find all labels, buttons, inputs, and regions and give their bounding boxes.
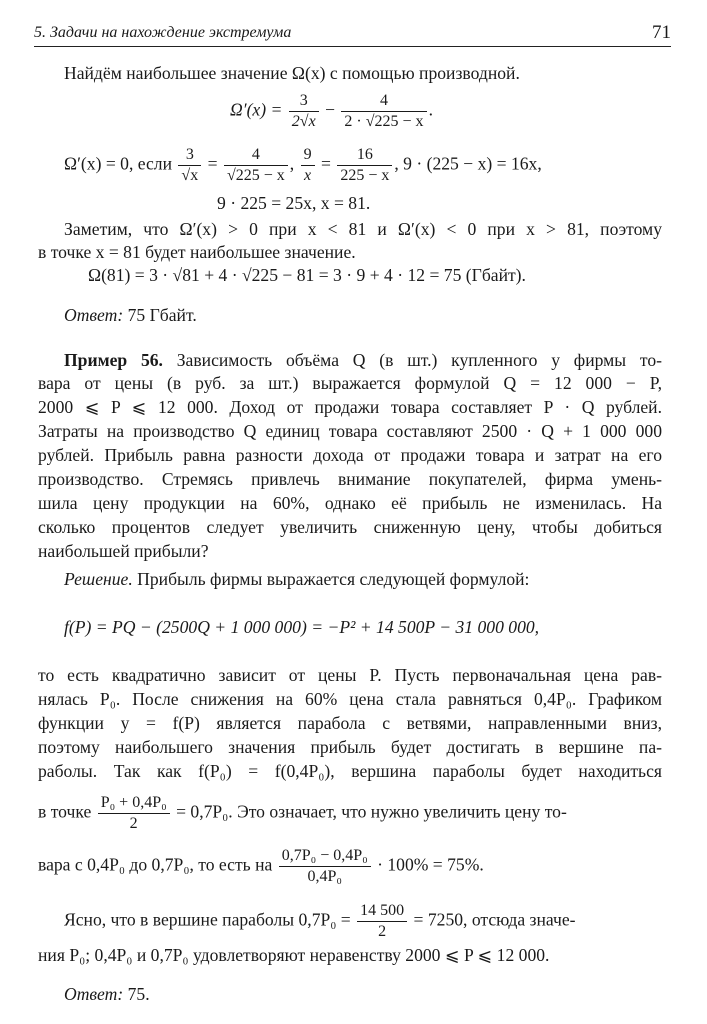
text-line: производство. Стремясь привлечь внимание покупателей, фирма умень- bbox=[38, 469, 662, 489]
vertex-value-line bbox=[64, 903, 576, 940]
numerator: 16 bbox=[356, 146, 373, 163]
fraction bbox=[289, 93, 319, 130]
page-number: 71 bbox=[652, 22, 671, 43]
eq-lhs: Ω′(x) = 0, если bbox=[64, 153, 173, 174]
text-segment: вара с 0,4P₀ до 0,7P₀, то есть на bbox=[38, 854, 273, 875]
chapter-title: 5. Задачи на нахождение экстремума bbox=[34, 24, 292, 41]
punct: . bbox=[428, 99, 433, 120]
answer-label: Ответ: bbox=[64, 305, 124, 325]
text-line: Найдём наибольшее значение Ω(x) с помощью производной. bbox=[64, 63, 520, 83]
equation-solution: 9 · 225 = 25x, x = 81. bbox=[217, 193, 371, 213]
denominator: x bbox=[301, 165, 315, 184]
numerator: 4 bbox=[379, 92, 388, 109]
denominator: 2 bbox=[98, 813, 170, 832]
numerator: 9 bbox=[303, 146, 312, 163]
text-line: ния P₀; 0,4P₀ и 0,7P₀ удовлетворяют неравенству 2000 ⩽ P ⩽ 12 000. bbox=[38, 945, 550, 965]
solution-label: Решение. bbox=[64, 569, 133, 589]
equation-zero bbox=[64, 147, 542, 184]
fraction bbox=[337, 147, 392, 184]
text-line: раболы. Так как f(P₀) = f(0,4P₀), вершина параболы будет находиться bbox=[38, 761, 662, 781]
eq-tail: , 9 · (225 − x) = 16x, bbox=[394, 153, 542, 174]
denominator: 2√x bbox=[289, 111, 319, 130]
denominator: √x bbox=[178, 165, 201, 184]
denominator: 225 − x bbox=[337, 165, 392, 184]
operator: − bbox=[325, 99, 336, 120]
text-line: нялась P₀. После снижения на 60% цена стала равняться 0,4P₀. Графиком bbox=[38, 689, 662, 709]
text-line: сколько процентов следует увеличить сниженную цену, чтобы добиться bbox=[38, 517, 662, 537]
page-header bbox=[34, 22, 671, 47]
text-segment: в точке bbox=[38, 801, 92, 822]
text-line: Затраты на производство Q единиц товара составляют 2500 · Q + 1 000 000 bbox=[38, 421, 662, 441]
equation-max-value: Ω(81) = 3 · √81 + 4 · √225 − 81 = 3 · 9 + 4 · 12 = 75 (Гбайт). bbox=[88, 265, 526, 285]
text-segment: · 100% = 75%. bbox=[377, 854, 484, 875]
example-label: Пример 56. bbox=[64, 350, 163, 370]
denominator: 2 · √225 − x bbox=[341, 111, 426, 130]
punct: , bbox=[289, 153, 295, 174]
text-line: рублей. Прибыль равна разности дохода от продажи товара и затрат на его bbox=[38, 445, 662, 465]
text-line: вара от цены (в руб. за шт.) выражается формулой Q = 12 000 − P, bbox=[38, 373, 662, 393]
solution-text: Прибыль фирмы выражается следующей формулой: bbox=[137, 569, 530, 589]
text-line: поэтому наибольшего значения прибыль будет достигать в вершине па- bbox=[38, 737, 662, 757]
answer-value: 75. bbox=[127, 984, 150, 1004]
text-line: шила цену продукции на 60%, однако её прибыль не изменилась. На bbox=[38, 493, 662, 513]
fraction bbox=[357, 903, 407, 940]
text-line: функции y = f(P) является парабола с ветвями, направленными вниз, bbox=[38, 713, 662, 733]
text-segment: = 7250, отсюда значе- bbox=[413, 909, 576, 930]
fraction bbox=[98, 795, 170, 832]
fraction bbox=[341, 93, 426, 130]
text-line: Заметим, что Ω′(x) > 0 при x < 81 и Ω′(x) < 0 при x > 81, поэтому bbox=[64, 219, 662, 239]
example-text: Зависимость объёма Q (в шт.) купленного у фирмы то- bbox=[176, 350, 662, 370]
text-segment: Ясно, что в вершине параболы 0,7P₀ = bbox=[64, 909, 351, 930]
answer-value: 75 Гбайт. bbox=[127, 305, 197, 325]
operator: = bbox=[207, 153, 218, 174]
solution-first-line bbox=[64, 568, 662, 590]
text-line: 2000 ⩽ P ⩽ 12 000. Доход от продажи товара составляет P · Q рублей. bbox=[38, 397, 662, 417]
numerator: 3 bbox=[299, 92, 308, 109]
eq-lhs: Ω′(x) = bbox=[230, 99, 283, 120]
numerator: 3 bbox=[185, 146, 194, 163]
denominator: 0,4P₀ bbox=[279, 866, 371, 885]
answer-2 bbox=[64, 983, 662, 1005]
profit-formula: f(P) = PQ − (2500Q + 1 000 000) = −P² + 14 500P − 31 000 000, bbox=[64, 617, 540, 637]
text-line: наибольшей прибыли? bbox=[38, 541, 209, 561]
fraction bbox=[279, 848, 371, 885]
fraction bbox=[224, 147, 288, 184]
fraction bbox=[301, 147, 315, 184]
fraction bbox=[178, 147, 201, 184]
text-line: в точке x = 81 будет наибольшее значение. bbox=[38, 242, 356, 262]
percent-line bbox=[38, 848, 484, 885]
operator: = bbox=[320, 153, 331, 174]
numerator: 14 500 bbox=[360, 902, 405, 919]
example-first-line bbox=[64, 349, 662, 371]
numerator: P₀ + 0,4P₀ bbox=[100, 794, 167, 811]
denominator: 2 bbox=[357, 921, 407, 940]
numerator: 0,7P₀ − 0,4P₀ bbox=[281, 847, 368, 864]
text-line: то есть квадратично зависит от цены P. Пусть первоначальная цена рав- bbox=[38, 665, 662, 685]
answer-label: Ответ: bbox=[64, 984, 124, 1004]
text-segment: = 0,7P₀. Это означает, что нужно увеличить цену то- bbox=[176, 801, 567, 822]
equation-derivative bbox=[230, 93, 433, 130]
vertex-line bbox=[38, 795, 567, 832]
answer-1 bbox=[64, 304, 662, 326]
denominator: √225 − x bbox=[224, 165, 288, 184]
numerator: 4 bbox=[251, 146, 260, 163]
